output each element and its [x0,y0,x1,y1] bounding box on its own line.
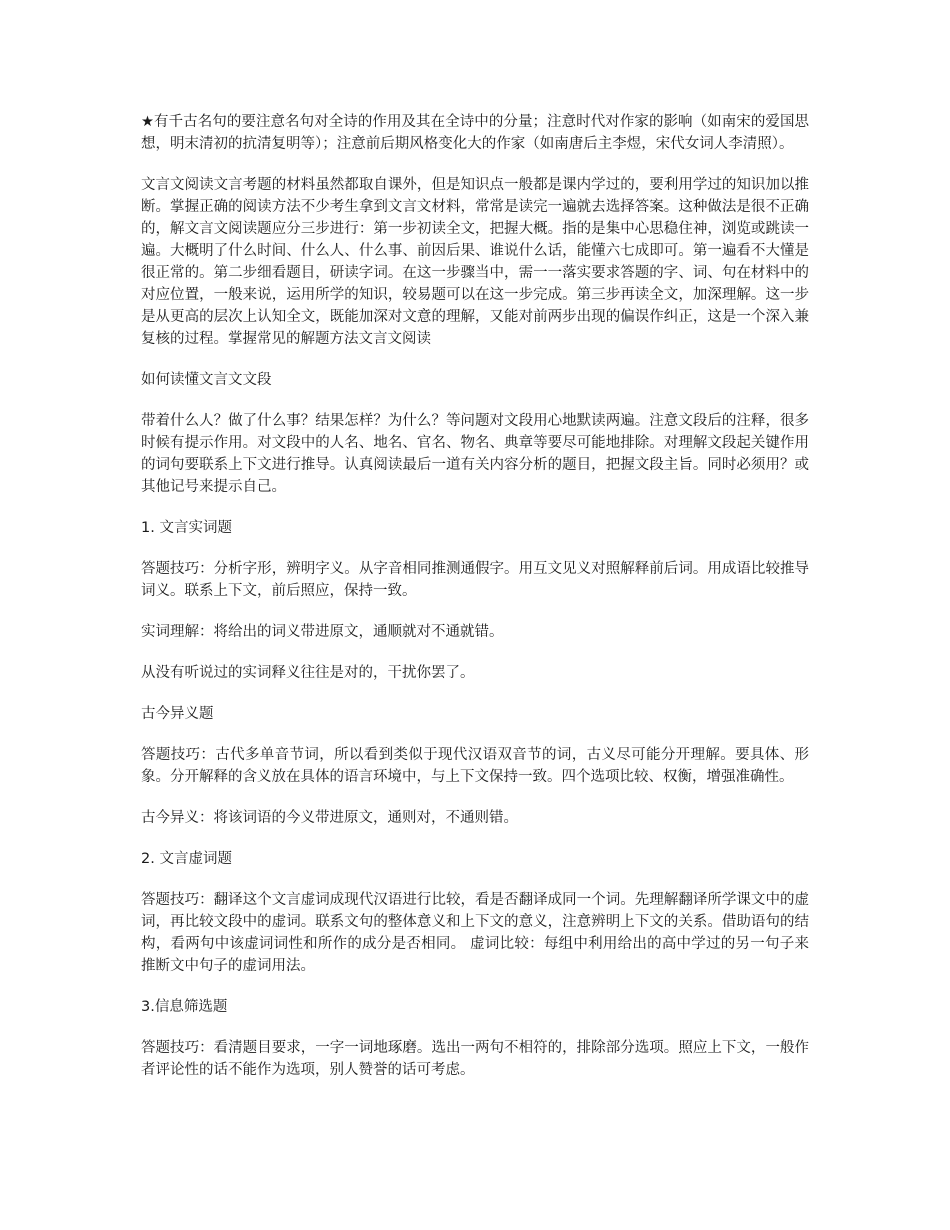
paragraph-content-words-tips: 答题技巧：分析字形，辨明字义。从字音相同推测通假字。用互文见义对照解释前后词。用成语比较推导词义。联系上下文，前后照应，保持一致。 [141,561,809,599]
paragraph-function-words-tips: 答题技巧：翻译这个文言虚词成现代汉语进行比较，看是否翻译成同一个词。先理解翻译所学课文中的虚词，再比较文段中的虚词。联系文句的整体意义和上下文的意义，注意辨明上下文的关系。借助语句的结构，看两句中该虚词词性和所作的成分是否相同。 虚词比较：每组中利用给出的高中学过的另一句子来推断文中句子的虚词用法。 [141,892,809,974]
paragraph-content-words-understanding: 实词理解：将给出的词义带进原文，通顺就对不通就错。 [141,624,504,640]
paragraph-how-to-read: 带着什么人？做了什么事？结果怎样？为什么？等问题对文段用心地默读两遍。注意文段后的注释，很多时候有提示作用。对文段中的人名、地名、官名、物名、典章等要尽可能地排除。对理解文段起关键作用的词句要联系上下文进行推导。认真阅读最后一道有关内容分析的题目，把握文段主旨。同时必须用？或其他记号来提示自己。 [141,413,809,495]
paragraph-content-words-note: 从没有听说过的实词释义往往是对的，干扰你罢了。 [141,665,475,681]
heading-how-to-read: 如何读懂文言文文段 [141,372,272,388]
paragraph-famous-lines: ★有千古名句的要注意名句对全诗的作用及其在全诗中的分量；注意时代对作家的影响（如南宋的爱国思想，明末清初的抗清复明等）；注意前后期风格变化大的作家（如南唐后主李煜，宋代女词人李清照）。 [141,114,809,152]
paragraph-information-screening-tips: 答题技巧：看清题目要求，一字一词地琢磨。选出一两句不相符的，排除部分选项。照应上下文，一般作者评论性的话不能作为选项，别人赞誉的话可考虑。 [141,1040,809,1078]
paragraph-ancient-modern-tips: 答题技巧：古代多单音节词，所以看到类似于现代汉语双音节的词，古义尽可能分开理解。要具体、形象。分开解释的含义放在具体的语言环境中，与上下文保持一致。四个选项比较、权衡，增强准确性。 [141,747,809,785]
document-page [141,111,809,1100]
paragraph-classical-reading-method: 文言文阅读文言考题的材料虽然都取自课外，但是知识点一般都是课内学过的，要利用学过的知识加以推断。掌握正确的阅读方法不少考生拿到文言文材料，常常是读完一遍就去选择答案。这种做法是很不正确的，解文言文阅读题应分三步进行：第一步初读全文，把握大概。指的是集中心思稳住神，浏览或跳读一遍。大概明了什么时间、什么人、什么事、前因后果、谁说什么话，能懂六七成即可。第一遍看不大懂是很正常的。第二步细看题目，研读字词。在这一步骤当中，需一一落实要求答题的字、词、句在材料中的对应位置，一般来说，运用所学的知识，较易题可以在这一步完成。第三步再读全文，加深理解。这一步是从更高的层次上认知全文，既能加深对文意的理解，又能对前两步出现的偏误作纠正，这是一个深入兼复核的过程。掌握常见的解题方法文言文阅读 [141,177,809,347]
heading-function-words: 2. 文言虚词题 [141,851,232,867]
paragraph-ancient-modern-rule: 古今异义：将该词语的今义带进原文，通则对，不通则错。 [141,810,518,826]
heading-content-words: 1. 文言实词题 [141,520,232,536]
heading-ancient-modern-meaning: 古今异义题 [141,706,214,722]
heading-information-screening: 3.信息筛选题 [141,999,228,1015]
